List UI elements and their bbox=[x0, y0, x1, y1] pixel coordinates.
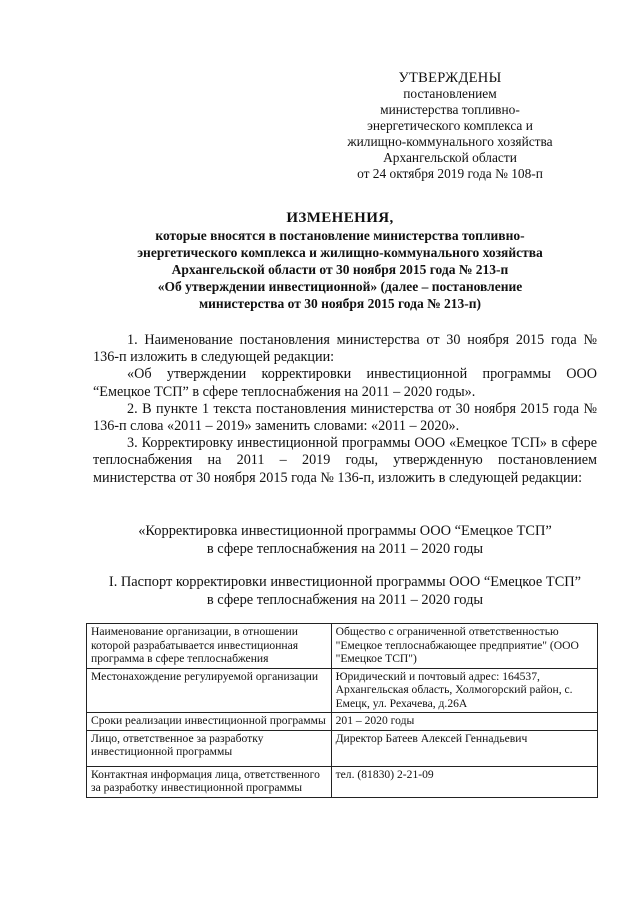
row-value: Юридический и почтовый адрес: 164537, Архангельская область, Холмогорский район, с. Емецк, ул. Рехачева, д.26А bbox=[331, 668, 597, 713]
passport-table bbox=[86, 623, 598, 798]
approval-line: постановлением bbox=[403, 86, 497, 101]
paragraph-3: 2. В пункте 1 текста постановления министерства от 30 ноября 2015 года № 136-п слова «2011 – 2019» заменить словами: «2011 – 2020». bbox=[93, 400, 597, 435]
row-value: 201 – 2020 годы bbox=[331, 713, 597, 731]
heading-line: «Об утверждении инвестиционной» (далее – постановление bbox=[157, 279, 523, 294]
approval-line: жилищно-коммунального хозяйства bbox=[347, 134, 553, 149]
heading-line: Архангельской области от 30 ноября 2015 года № 213-п bbox=[171, 262, 509, 277]
table-row bbox=[87, 766, 598, 797]
approval-line: Архангельской области bbox=[383, 150, 517, 165]
section-title-line: в сфере теплоснабжения на 2011 – 2020 годы bbox=[206, 592, 484, 608]
approval-line: энергетического комплекса и bbox=[367, 118, 533, 133]
row-label: Лицо, ответственное за разработку инвестиционной программы bbox=[87, 730, 332, 766]
approval-title: УТВЕРЖДЕНЫ bbox=[398, 70, 502, 86]
table-row bbox=[87, 713, 598, 731]
heading-line: министерства от 30 ноября 2015 года № 213-п) bbox=[198, 296, 482, 311]
document-body bbox=[93, 332, 597, 487]
table-row bbox=[87, 668, 598, 713]
heading-title: ИЗМЕНЕНИЯ, bbox=[286, 210, 394, 226]
approval-stamp bbox=[330, 70, 570, 182]
row-label: Местонахождение регулируемой организации bbox=[87, 668, 332, 713]
row-value: Общество с ограниченной ответственностью "Емецкое теплоснабжающее предприятие" (ООО "Емецкое ТСП") bbox=[331, 624, 597, 669]
row-label: Сроки реализации инвестиционной программы bbox=[87, 713, 332, 731]
heading-line: энергетического комплекса и жилищно-коммунального хозяйства bbox=[137, 245, 543, 260]
approval-line: министерства топливно- bbox=[380, 102, 520, 117]
paragraph-4: 3. Корректировку инвестиционной программы ООО «Емецкое ТСП» в сфере теплоснабжения на 2011 – 2019 годы, утвержденную постановлением министерства от 30 ноября 2015 года № 136-п, изложить в следующей редакции: bbox=[93, 435, 597, 486]
section-title bbox=[80, 573, 610, 609]
program-title-line: в сфере теплоснабжения на 2011 – 2020 годы bbox=[206, 541, 484, 557]
paragraph-2: «Об утверждении корректировки инвестиционной программы ООО “Емецкое ТСП” в сфере теплоснабжения на 2011 – 2020 годы». bbox=[93, 366, 597, 400]
paragraph-1: 1. Наименование постановления министерства от 30 ноября 2015 года № 136-п изложить в следующей редакции: bbox=[93, 332, 597, 366]
program-title-line: «Корректировка инвестиционной программы ООО “Емецкое ТСП” bbox=[138, 523, 552, 539]
row-value: Директор Батеев Алексей Геннадьевич bbox=[331, 730, 597, 766]
row-label: Контактная информация лица, ответственного за разработку инвестиционной программы bbox=[87, 766, 332, 797]
program-title bbox=[80, 522, 610, 558]
document-heading bbox=[100, 210, 580, 312]
row-label: Наименование организации, в отношении которой разрабатывается инвестиционная программа в сфере теплоснабжения bbox=[87, 624, 332, 669]
section-title-line: I. Паспорт корректировки инвестиционной программы ООО “Емецкое ТСП” bbox=[108, 574, 582, 590]
row-value: тел. (81830) 2-21-09 bbox=[331, 766, 597, 797]
table-row bbox=[87, 624, 598, 669]
heading-line: которые вносятся в постановление министерства топливно- bbox=[155, 228, 525, 243]
approval-line: от 24 октября 2019 года № 108-п bbox=[357, 166, 543, 181]
table-row bbox=[87, 730, 598, 766]
